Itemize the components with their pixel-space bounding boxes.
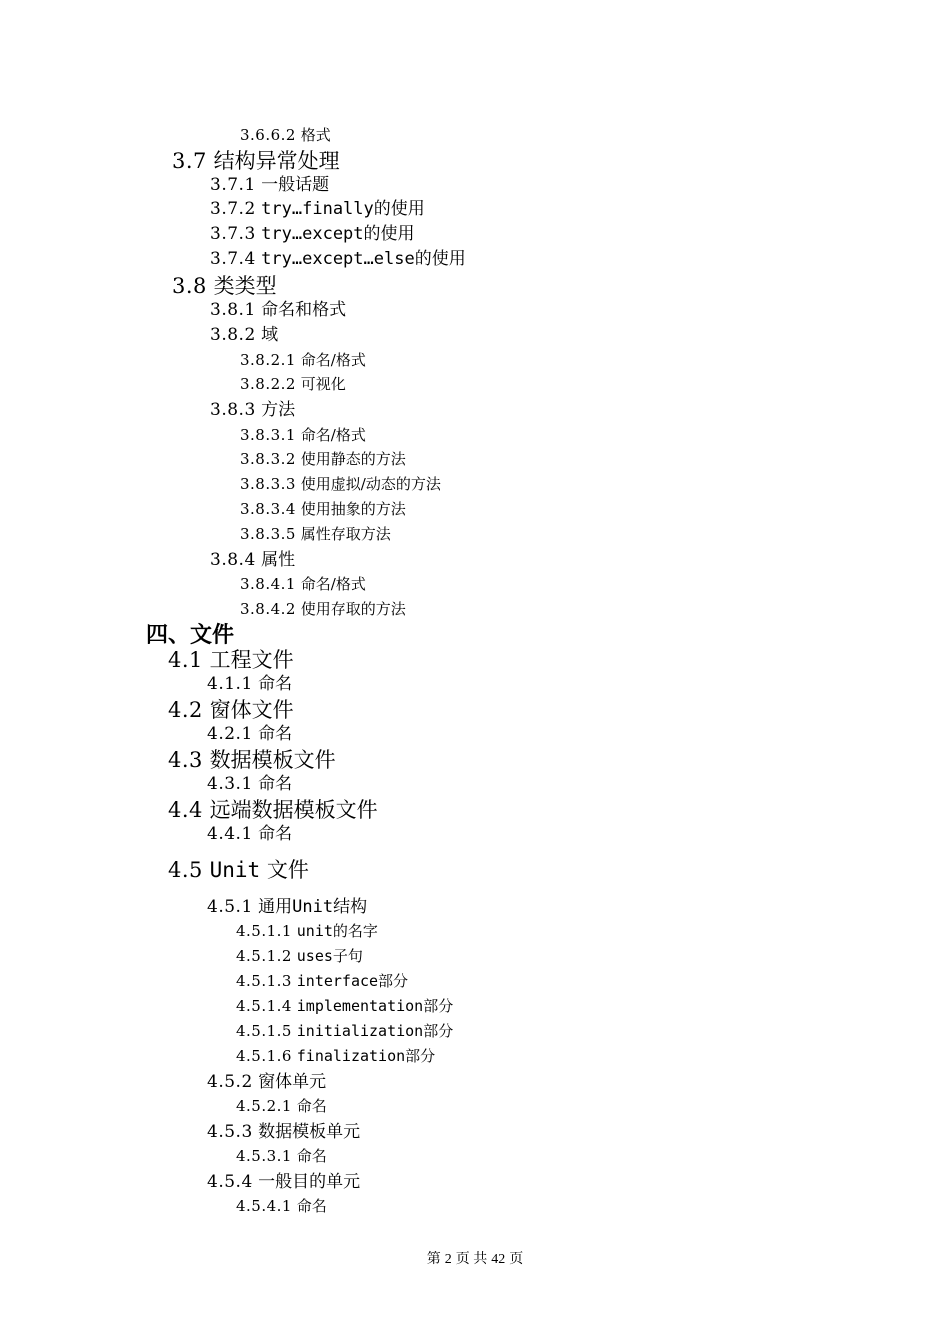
toc-number: 3.8.1 [210, 300, 256, 320]
toc-title: 的使用 [373, 199, 425, 219]
toc-number: 4.5.1.4 [236, 997, 292, 1015]
toc-title: 命名 [296, 1097, 327, 1115]
toc-number: 4.3.1 [207, 774, 253, 794]
toc-number: 4.5.1 [207, 897, 253, 917]
toc-entry [207, 899, 367, 916]
toc-title: 一般目的单元 [258, 1172, 361, 1192]
toc-number: 4.5.2.1 [236, 1097, 292, 1115]
toc-number: 3.8.3.1 [240, 426, 296, 444]
toc-number: 3.8.3.5 [240, 525, 296, 543]
toc-number: 4.5.1.5 [236, 1022, 292, 1040]
toc-title: 的名字 [332, 922, 378, 940]
toc-number: 4.5.1.2 [236, 947, 292, 965]
toc-title: 四、文件 [146, 622, 235, 648]
footer-mid: 页 共 [455, 1252, 488, 1267]
toc-entry [240, 452, 406, 467]
toc-entry [168, 800, 378, 821]
toc-title: 属性存取方法 [300, 525, 391, 543]
toc-number: 4.4 [168, 798, 203, 822]
toc-number: 3.8.3.3 [240, 475, 296, 493]
toc-entry [236, 999, 453, 1014]
toc-title: 部分 [378, 972, 409, 990]
toc-number: 3.8.4.1 [240, 575, 296, 593]
toc-title: 命名/格式 [300, 575, 366, 593]
toc-title: 使用存取的方法 [300, 600, 406, 618]
toc-code: initialization [296, 1022, 424, 1040]
page-footer [0, 1248, 950, 1268]
toc-title: 命名 [258, 774, 293, 794]
toc-entry [240, 577, 366, 592]
toc-entry [210, 402, 295, 419]
toc-title: 结构 [333, 897, 368, 917]
toc-title: 数据模板文件 [209, 748, 336, 772]
toc-title: 属性 [261, 550, 296, 570]
toc-entry [207, 1074, 326, 1091]
toc-entry [210, 302, 346, 319]
toc-entry [210, 327, 278, 344]
toc-entry [236, 974, 408, 989]
toc-code: try…except…else [261, 249, 415, 269]
toc-title: 命名和格式 [261, 300, 347, 320]
toc-title: 的使用 [414, 249, 466, 269]
toc-entry [240, 128, 331, 143]
toc-entry [240, 527, 391, 542]
toc-entry [240, 502, 406, 517]
toc-entry [236, 1149, 327, 1164]
toc-entry [210, 251, 466, 268]
toc-code: finalization [296, 1047, 406, 1065]
toc-number: 3.8 [172, 274, 207, 298]
toc-number: 4.5.1.3 [236, 972, 292, 990]
toc-entry [168, 700, 294, 721]
toc-number: 4.2 [168, 698, 203, 722]
toc-number: 4.5.1.1 [236, 922, 292, 940]
toc-title: 命名/格式 [300, 351, 366, 369]
toc-title: 的使用 [363, 224, 415, 244]
toc-entry [207, 1174, 360, 1191]
toc-title: 命名 [258, 674, 293, 694]
toc-entry [168, 860, 309, 881]
toc-title: 工程文件 [209, 648, 294, 672]
toc-entry [240, 377, 346, 392]
toc-title: 命名 [296, 1197, 327, 1215]
toc-entry [207, 776, 292, 793]
toc-number: 4.3 [168, 748, 203, 772]
toc-title: 一般话题 [261, 175, 330, 195]
toc-number: 3.8.3 [210, 400, 256, 420]
toc-title: 部分 [405, 1047, 436, 1065]
toc-number: 4.5.3 [207, 1122, 253, 1142]
toc-title: 窗体文件 [209, 698, 294, 722]
toc-entry [240, 353, 366, 368]
toc-title: 使用静态的方法 [300, 450, 406, 468]
toc-title: 文件 [266, 858, 309, 882]
toc-entry [236, 1199, 327, 1214]
footer-page-number: 2 [444, 1252, 452, 1267]
toc-title: 命名/格式 [300, 426, 366, 444]
toc-code: try…except [261, 224, 364, 244]
toc-code: implementation [296, 997, 424, 1015]
toc-entry [168, 750, 336, 771]
toc-title: 类类型 [213, 274, 277, 298]
toc-title: 命名 [258, 724, 293, 744]
toc-title: 通用 [258, 897, 293, 917]
toc-entry [207, 676, 292, 693]
toc-entry [207, 826, 292, 843]
toc-number: 4.5.2 [207, 1072, 253, 1092]
toc-number: 4.2.1 [207, 724, 253, 744]
toc-number: 4.4.1 [207, 824, 253, 844]
toc-entry [172, 276, 277, 297]
toc-title: 可视化 [300, 375, 346, 393]
toc-title: 结构异常处理 [213, 149, 340, 173]
toc-title: 命名 [258, 824, 293, 844]
toc-title: 使用抽象的方法 [300, 500, 406, 518]
toc-entry [236, 1024, 453, 1039]
toc-title: 命名 [296, 1147, 327, 1165]
toc-number: 3.7 [172, 149, 207, 173]
toc-entry [240, 477, 441, 492]
toc-number: 4.1 [168, 648, 203, 672]
toc-number: 3.7.2 [210, 199, 256, 219]
toc-code: unit [296, 922, 333, 940]
toc-entry [236, 949, 363, 964]
toc-number: 4.5.4 [207, 1172, 253, 1192]
toc-entry [172, 151, 340, 172]
toc-number: 3.7.3 [210, 224, 256, 244]
toc-title: 窗体单元 [258, 1072, 327, 1092]
toc-number: 3.8.4.2 [240, 600, 296, 618]
toc-entry [210, 201, 425, 218]
toc-entry [210, 552, 295, 569]
toc-entry [210, 226, 415, 243]
toc-entry [236, 924, 378, 939]
toc-number: 3.8.2 [210, 325, 256, 345]
toc-number: 3.8.4 [210, 550, 256, 570]
toc-number: 3.7.1 [210, 175, 256, 195]
toc-entry [207, 726, 292, 743]
toc-chapter-heading [146, 624, 234, 646]
toc-entry [207, 1124, 360, 1141]
toc-title: 方法 [261, 400, 296, 420]
toc-code: uses [296, 947, 333, 965]
toc-title: 子句 [332, 947, 363, 965]
footer-prefix: 第 [426, 1252, 441, 1267]
toc-code: Unit [209, 858, 261, 882]
toc-entry [210, 177, 329, 194]
footer-total-pages: 42 [491, 1252, 506, 1267]
toc-entry [240, 428, 366, 443]
toc-entry [240, 602, 406, 617]
toc-number: 4.5.1.6 [236, 1047, 292, 1065]
toc-code: try…finally [261, 199, 374, 219]
toc-number: 4.5 [168, 858, 203, 882]
toc-entry [236, 1049, 435, 1064]
toc-title: 域 [261, 325, 279, 345]
toc-number: 3.8.3.4 [240, 500, 296, 518]
toc-entry [236, 1099, 327, 1114]
toc-number: 3.8.3.2 [240, 450, 296, 468]
toc-number: 4.5.3.1 [236, 1147, 292, 1165]
toc-number: 4.1.1 [207, 674, 253, 694]
toc-title: 部分 [423, 1022, 454, 1040]
toc-number: 3.7.4 [210, 249, 256, 269]
toc-title: 部分 [423, 997, 454, 1015]
toc-title: 远端数据模板文件 [209, 798, 378, 822]
toc-number: 4.5.4.1 [236, 1197, 292, 1215]
toc-title: 使用虚拟/动态的方法 [300, 475, 441, 493]
toc-number: 3.6.6.2 [240, 126, 296, 144]
toc-entry [168, 650, 294, 671]
toc-number: 3.8.2.1 [240, 351, 296, 369]
toc-title: 数据模板单元 [258, 1122, 361, 1142]
toc-number: 3.8.2.2 [240, 375, 296, 393]
toc-code: Unit [292, 897, 334, 917]
toc-code: interface [296, 972, 379, 990]
footer-suffix: 页 [509, 1252, 524, 1267]
toc-title: 格式 [300, 126, 331, 144]
